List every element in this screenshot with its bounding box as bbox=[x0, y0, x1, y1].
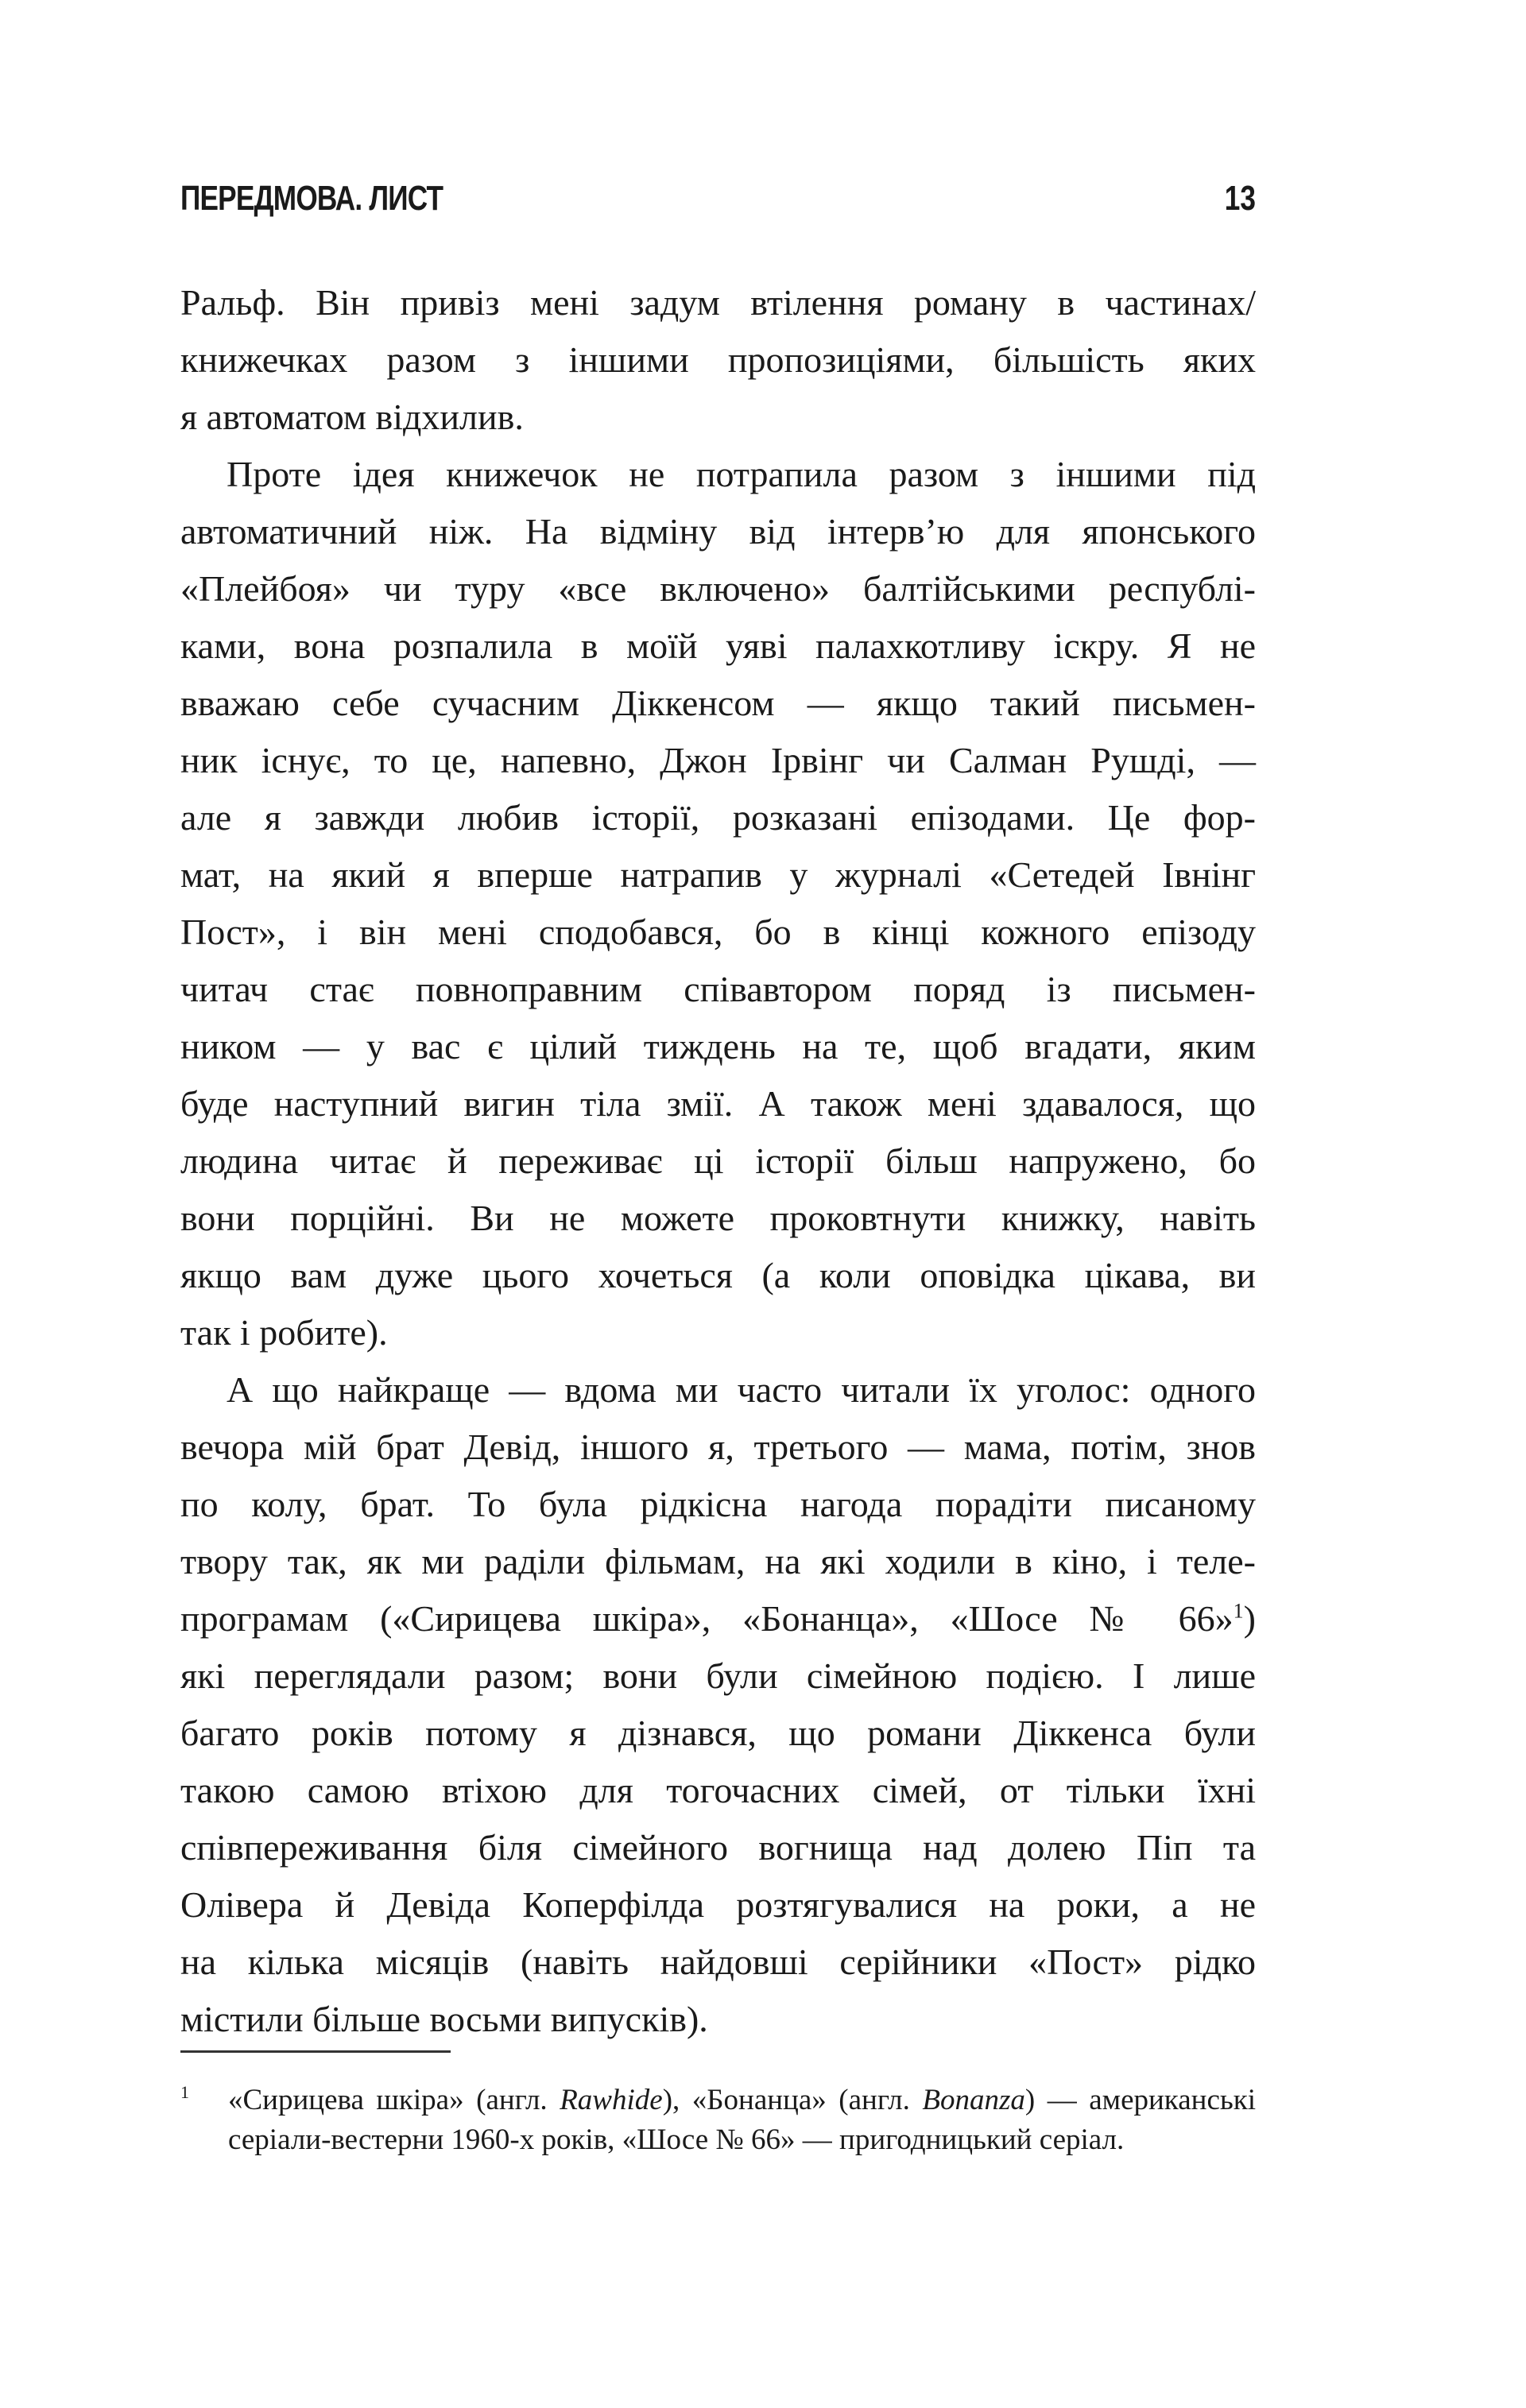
text-line-content: які переглядали разом; вони були сімейною подією. І лише bbox=[180, 1655, 1256, 1696]
text-line bbox=[180, 1247, 1256, 1304]
text-line bbox=[180, 274, 1256, 331]
text-line bbox=[180, 617, 1256, 675]
text-line bbox=[180, 1075, 1256, 1132]
text-line-content: співпереживання біля сімейного вогнища над долею Піп та bbox=[180, 1827, 1256, 1868]
text-line bbox=[180, 1647, 1256, 1705]
text-line-content: ками, вона розпалила в моїй уяві палахкотливу іскру. Я не bbox=[180, 625, 1256, 666]
text-line-content: ником — у вас є цілий тиждень на те, щоб вгадати, яким bbox=[180, 1026, 1256, 1067]
text-line-content: але я завжди любив історії, розказані епізодами. Це фор- bbox=[180, 797, 1256, 838]
footnote-line: «Сирицева шкіра» (англ. Rawhide), «Бонанца» (англ. Bonanza) — американські bbox=[228, 2084, 1256, 2116]
text-line-suffix: ) bbox=[1243, 1598, 1256, 1639]
text-line-content: якщо вам дуже цього хочеться (а коли оповідка цікава, ви bbox=[180, 1255, 1256, 1295]
footnote-line: серіали-вестерни 1960-х років, «Шосе № 66» — пригодницький серіал. bbox=[228, 2123, 1125, 2156]
text-line-content: так і робите). bbox=[180, 1312, 388, 1353]
text-line bbox=[180, 1533, 1256, 1590]
text-line-content: такою самою втіхою для тогочасних сімей, от тільки їхні bbox=[180, 1770, 1256, 1810]
text-line bbox=[180, 1419, 1256, 1476]
text-line bbox=[180, 331, 1256, 389]
text-line-content: Проте ідея книжечок не потрапила разом з іншими під bbox=[227, 454, 1256, 494]
body-text bbox=[180, 274, 1256, 2048]
footnote-divider bbox=[180, 2050, 451, 2053]
text-line-content: книжечках разом з іншими пропозиціями, більшість яких bbox=[180, 339, 1256, 380]
text-line bbox=[180, 1876, 1256, 1934]
text-line-content: людина читає й переживає ці історії більш напружено, бо bbox=[180, 1140, 1256, 1181]
text-line-content: вони порційні. Ви не можете проковтнути книжку, навіть bbox=[180, 1198, 1256, 1238]
page-number: 13 bbox=[1224, 179, 1256, 218]
text-line-content: буде наступний вигин тіла змії. А також мені здавалося, що bbox=[180, 1083, 1256, 1124]
text-line bbox=[180, 389, 1256, 446]
text-line bbox=[180, 1018, 1256, 1075]
text-line bbox=[180, 961, 1256, 1018]
text-line-content: містили більше восьми випусків). bbox=[180, 1999, 708, 2039]
text-line bbox=[180, 1590, 1256, 1647]
text-line-content: вважаю себе сучасним Діккенсом — якщо такий письмен- bbox=[180, 683, 1256, 723]
running-header bbox=[180, 179, 1256, 226]
text-line-content: Ральф. Він привіз мені задум втілення роману в частинах/ bbox=[180, 282, 1256, 323]
running-title: ПЕРЕДМОВА. ЛИСТ bbox=[180, 179, 443, 218]
text-line bbox=[180, 1705, 1256, 1762]
text-line bbox=[180, 1304, 1256, 1361]
text-line-content: «Плейбоя» чи туру «все включено» балтійськими республі- bbox=[180, 568, 1256, 609]
text-line-content: ник існує, то це, напевно, Джон Ірвінг чи Салман Рушді, — bbox=[180, 740, 1256, 780]
text-line bbox=[180, 1819, 1256, 1876]
text-line bbox=[180, 560, 1256, 617]
text-line bbox=[180, 675, 1256, 732]
text-line-content: автоматичний ніж. На відміну від інтерв’ю для японського bbox=[180, 511, 1256, 552]
footnote bbox=[180, 2081, 1256, 2160]
text-line bbox=[180, 732, 1256, 789]
text-line-content: Пост», і він мені сподобався, бо в кінці кожного епізоду bbox=[180, 912, 1256, 952]
text-line bbox=[180, 846, 1256, 904]
text-line-content: Олівера й Девіда Коперфілда розтягувалися на роки, а не bbox=[180, 1884, 1256, 1925]
text-line bbox=[180, 789, 1256, 846]
text-line bbox=[180, 503, 1256, 560]
text-line-content: твору так, як ми раділи фільмам, на які ходили в кіно, і теле- bbox=[180, 1541, 1256, 1581]
text-line-content: вечора мій брат Девід, іншого я, третього — мама, потім, знов bbox=[180, 1427, 1256, 1467]
text-line bbox=[180, 1361, 1256, 1419]
text-line bbox=[180, 1991, 1256, 2048]
text-line-content: програмам («Сирицева шкіра», «Бонанца», «Шосе № 66» bbox=[180, 1598, 1234, 1639]
footnote-mark: 1 bbox=[180, 2082, 189, 2102]
footnote-reference[interactable]: 1 bbox=[1233, 1599, 1244, 1623]
text-line bbox=[180, 446, 1256, 503]
text-line bbox=[180, 904, 1256, 961]
text-line bbox=[180, 1132, 1256, 1190]
text-line bbox=[180, 1190, 1256, 1247]
text-line-content: по колу, брат. То була рідкісна нагода порадіти писаному bbox=[180, 1484, 1256, 1524]
text-line-content: на кілька місяців (навіть найдовші серійники «Пост» рідко bbox=[180, 1941, 1256, 1982]
text-line-content: я автоматом відхилив. bbox=[180, 397, 524, 437]
text-line-content: читач стає повноправним співавтором поряд із письмен- bbox=[180, 969, 1256, 1009]
text-line-content: А що найкраще — вдома ми часто читали їх уголос: одного bbox=[227, 1369, 1256, 1410]
text-line-content: багато років потому я дізнався, що романи Діккенса були bbox=[180, 1713, 1256, 1753]
text-line bbox=[180, 1762, 1256, 1819]
text-line bbox=[180, 1934, 1256, 1991]
text-line bbox=[180, 1476, 1256, 1533]
text-line-content: мат, на який я вперше натрапив у журналі «Сетедей Івнінг bbox=[180, 854, 1256, 895]
